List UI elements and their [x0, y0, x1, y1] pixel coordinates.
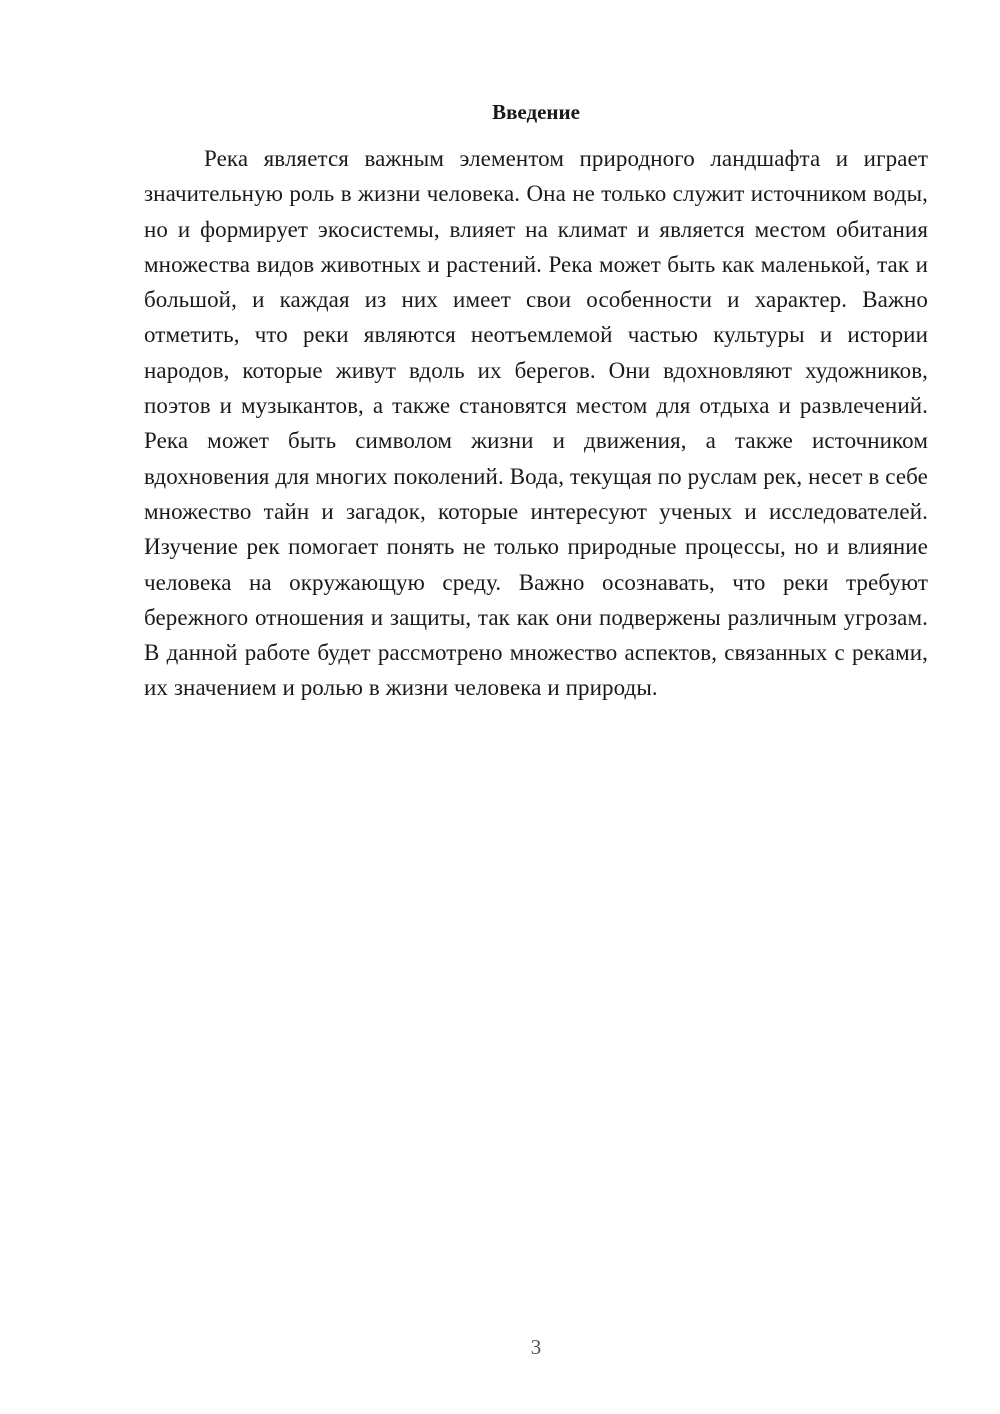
body-paragraph: Река является важным элементом природного ландшафта и играет значительную роль в жизни человека. Она не только служит источником воды, но и формирует экосистемы, влияет на климат и является местом обитания множества видов животных и растений. Река может быть как маленькой, так и большой, и каждая из них имеет свои особенности и характер. Важно отметить, что реки являются неотъемлемой частью культуры и истории народов, которые живут вдоль их берегов. Они вдохновляют художников, поэтов и музыкантов, а также становятся местом для отдыха и развлечений. Река может быть символом жизни и движения, а также источником вдохновения для многих поколений. Вода, текущая по руслам рек, несет в себе множество тайн и загадок, которые интересуют ученых и исследователей. Изучение рек помогает понять не только природные процессы, но и влияние человека на окружающую среду. Важно осознавать, что реки требуют бережного отношения и защиты, так как они подвержены различным угрозам. В данной работе будет рассмотрено множество аспектов, связанных с реками, их значением и ролью в жизни человека и природы.: [144, 146, 928, 701]
page-number: 3: [530, 1335, 542, 1359]
section-heading: Введение: [492, 100, 580, 124]
